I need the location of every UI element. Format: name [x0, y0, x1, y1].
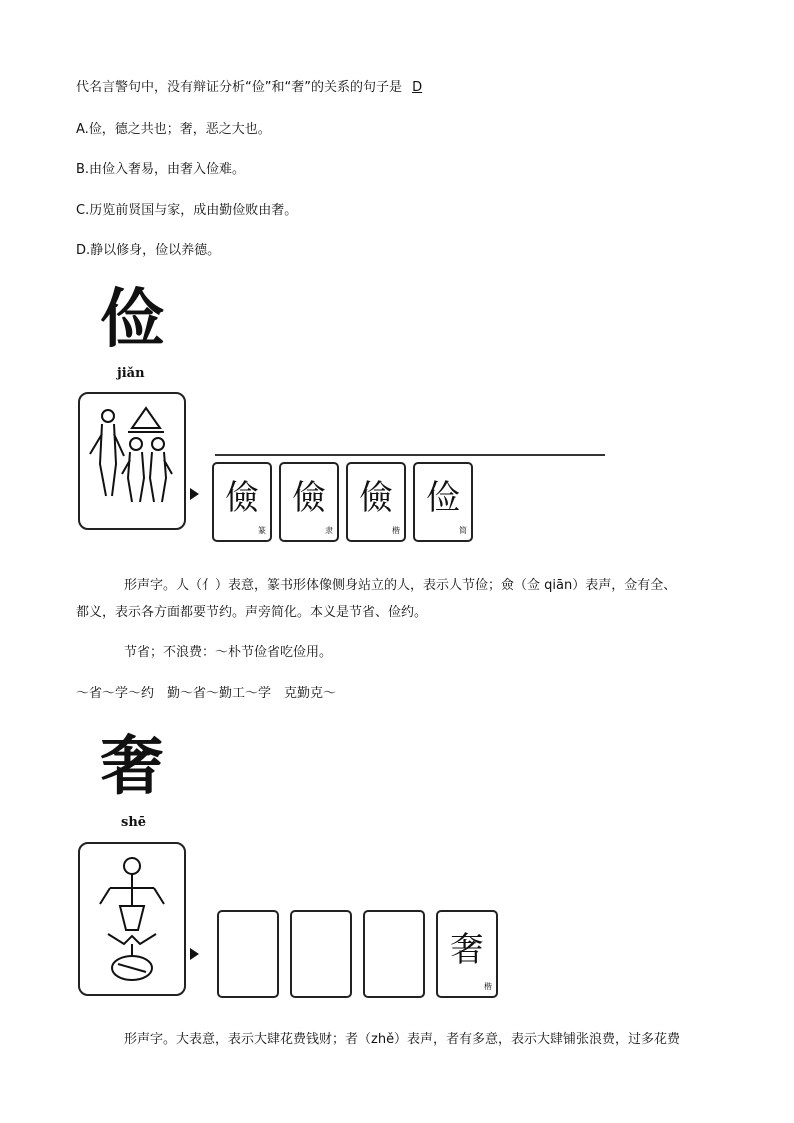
question-stem-text: 代名言警句中，没有辩证分析“俭”和“奢”的关系的句子是 [76, 80, 402, 95]
script-card-label: 隶 [325, 526, 333, 535]
script-card-label: 楷 [392, 526, 400, 535]
pictograph-she-figure [80, 844, 184, 994]
option-b: B.由俭入奢易，由奢入俭难。 [76, 162, 246, 177]
pinyin-she: shē [121, 815, 147, 830]
script-card-empty-2 [290, 910, 352, 998]
headword-she: 奢 [100, 729, 164, 804]
script-card-glyph: 儉 [225, 478, 259, 518]
script-card-simplified [413, 462, 473, 542]
script-card-seal [212, 462, 272, 542]
script-card-label: 简 [459, 526, 467, 535]
question-stem [76, 76, 436, 95]
explanation-she: 形声字。大表意，表示大肆花费钱财；者（zhě）表声，者有多意，表示大肆铺张浪费，过多花费 [124, 1032, 681, 1047]
script-card-glyph: 奢 [450, 930, 484, 970]
pictograph-jian [78, 392, 186, 530]
option-a: A.俭，德之共也；奢，恶之大也。 [76, 122, 271, 137]
explanation-jian-line2: 都义，表示各方面都要节约。声旁简化。本义是节省、俭约。 [76, 605, 428, 620]
script-card-empty-1 [217, 910, 279, 998]
definition-jian: 节省；不浪费：～朴节俭省吃俭用。 [124, 645, 333, 660]
script-card-label: 篆 [258, 526, 266, 535]
pictograph-she [78, 842, 186, 996]
compounds-jian: ～省～学～约 勤～省～勤工～学 克勤克～ [76, 686, 337, 701]
arrow-right-icon [190, 488, 199, 500]
script-card-glyph: 儉 [359, 478, 393, 518]
timeline-rule [215, 454, 605, 456]
arrow-right-icon [190, 948, 199, 960]
script-card-empty-3 [363, 910, 425, 998]
script-card-regular [346, 462, 406, 542]
explanation-jian-line1: 形声字。人（亻）表意，篆书形体像侧身站立的人，表示人节俭；僉（佥 qiān）表声，佥有全、 [124, 578, 677, 593]
script-card-regular-she [436, 910, 498, 998]
headword-jian: 俭 [100, 282, 164, 357]
option-d: D.静以修身，俭以养德。 [76, 243, 221, 258]
pinyin-jian: jiǎn [117, 366, 145, 381]
answer-blank: D [412, 80, 423, 95]
pictograph-jian-figure [80, 394, 184, 528]
script-card-glyph: 儉 [292, 478, 326, 518]
script-card-clerical [279, 462, 339, 542]
script-card-label: 楷 [484, 982, 492, 991]
option-c: C.历览前贤国与家，成由勤俭败由奢。 [76, 203, 298, 218]
script-card-glyph: 俭 [426, 478, 460, 518]
